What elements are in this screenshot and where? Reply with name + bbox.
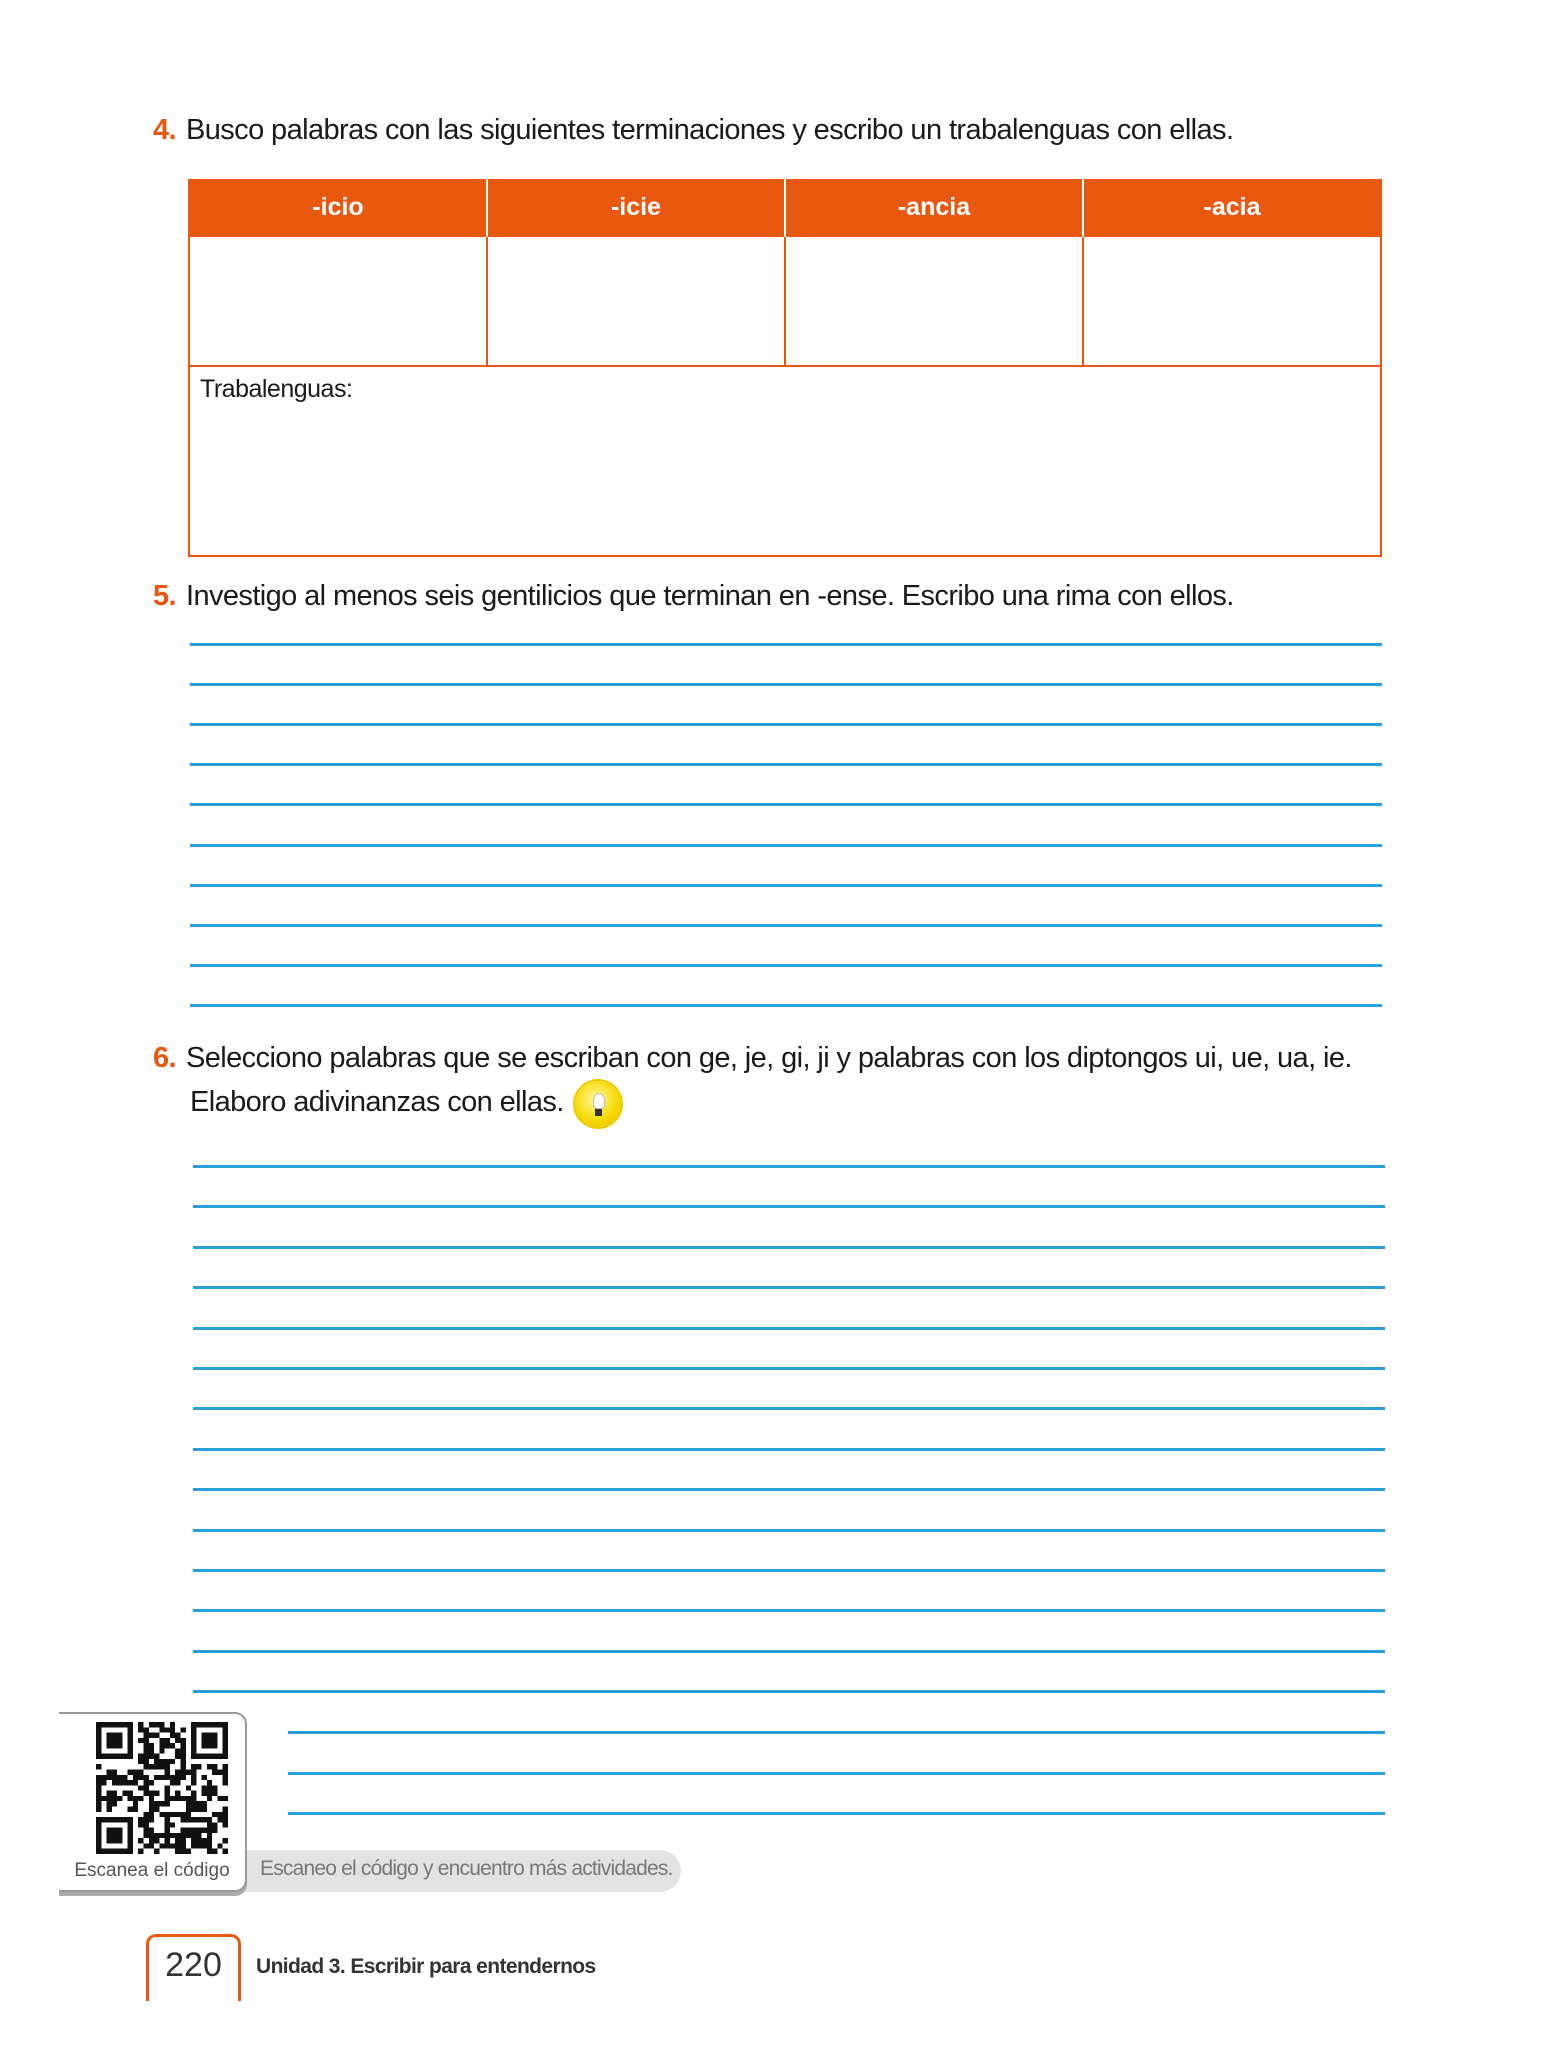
answer-cell[interactable] xyxy=(189,236,487,366)
question-6-line2: Elaboro adivinanzas con ellas. xyxy=(190,1086,564,1118)
question-text: Investigo al menos seis gentilicios que terminan en -ense. Escribo una rima con ellos. xyxy=(186,580,1234,612)
writing-line[interactable] xyxy=(193,1488,1385,1491)
writing-line[interactable] xyxy=(193,1367,1385,1370)
writing-line[interactable] xyxy=(190,924,1382,927)
writing-line[interactable] xyxy=(193,1407,1385,1410)
column-header: -icio xyxy=(189,179,487,236)
answer-cell[interactable] xyxy=(1083,236,1381,366)
writing-line[interactable] xyxy=(193,1690,1385,1693)
writing-line[interactable] xyxy=(193,1246,1385,1249)
column-header: -ancia xyxy=(785,179,1083,236)
writing-line[interactable] xyxy=(288,1772,1385,1775)
writing-line[interactable] xyxy=(193,1205,1385,1208)
question-text-line1: Selecciono palabras que se escriban con ge, je, gi, ji y palabras con los diptongos ui, ue, ua, ie. xyxy=(186,1042,1352,1074)
answer-cell[interactable] xyxy=(487,236,785,366)
qr-code-icon[interactable] xyxy=(96,1722,228,1854)
writing-line[interactable] xyxy=(190,723,1382,726)
question-number: 5. xyxy=(153,580,176,612)
writing-line[interactable] xyxy=(190,844,1382,847)
question-number: 4. xyxy=(153,114,176,146)
writing-line[interactable] xyxy=(193,1448,1385,1451)
writing-line[interactable] xyxy=(193,1609,1385,1612)
writing-line[interactable] xyxy=(193,1569,1385,1572)
question-5 xyxy=(153,575,1234,617)
question-number: 6. xyxy=(153,1042,176,1074)
writing-line[interactable] xyxy=(190,1004,1382,1007)
writing-line[interactable] xyxy=(190,803,1382,806)
writing-line[interactable] xyxy=(193,1286,1385,1289)
question-text: Busco palabras con las siguientes terminaciones y escribo un trabalenguas con ellas. xyxy=(186,114,1234,146)
trabalenguas-box[interactable] xyxy=(189,366,1381,556)
writing-line[interactable] xyxy=(190,884,1382,887)
writing-line[interactable] xyxy=(193,1650,1385,1653)
writing-line[interactable] xyxy=(193,1327,1385,1330)
unit-title: Unidad 3. Escribir para entendernos xyxy=(256,1955,596,1978)
page-number: 220 xyxy=(146,1934,241,2001)
trabalenguas-label: Trabalenguas: xyxy=(200,375,353,403)
qr-note: Escaneo el código y encuentro más actividades. xyxy=(260,1857,673,1880)
writing-line[interactable] xyxy=(190,964,1382,967)
qr-label: Escanea el código xyxy=(74,1860,230,1881)
column-header: -icie xyxy=(487,179,785,236)
question-4 xyxy=(153,109,1233,151)
writing-line[interactable] xyxy=(288,1812,1385,1815)
writing-line[interactable] xyxy=(288,1731,1385,1734)
writing-line[interactable] xyxy=(190,683,1382,686)
endings-table xyxy=(188,179,1382,557)
writing-line[interactable] xyxy=(190,763,1382,766)
writing-line[interactable] xyxy=(190,643,1382,646)
question-6 xyxy=(153,1037,1352,1079)
lightbulb-icon xyxy=(575,1081,621,1127)
writing-line[interactable] xyxy=(193,1529,1385,1532)
answer-cell[interactable] xyxy=(785,236,1083,366)
qr-card[interactable] xyxy=(59,1712,247,1892)
column-header: -acia xyxy=(1083,179,1381,236)
writing-line[interactable] xyxy=(193,1165,1385,1168)
